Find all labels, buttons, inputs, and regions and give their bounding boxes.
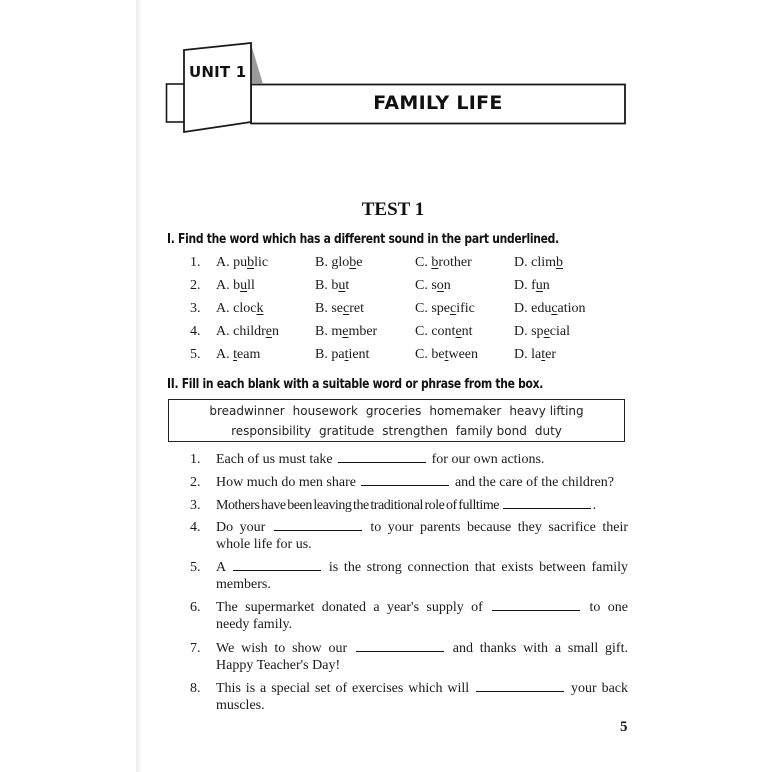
underlined-letters: u bbox=[338, 278, 346, 293]
answer-option-c: C. content bbox=[415, 324, 473, 339]
question-number: 2. bbox=[190, 475, 201, 490]
answer-option-b: B. member bbox=[315, 324, 378, 339]
word-box-item: family bond bbox=[455, 424, 527, 438]
header-panel-shadow bbox=[251, 44, 263, 84]
word-box-line-1 bbox=[169, 401, 624, 421]
test-title: TEST 1 bbox=[361, 199, 425, 220]
answer-option-c: C. between bbox=[415, 347, 478, 362]
word-box bbox=[168, 399, 625, 442]
question-number: 2. bbox=[190, 278, 201, 293]
answer-option-b: B. patient bbox=[315, 347, 370, 362]
underlined-letters: c bbox=[450, 301, 457, 316]
underlined-letters: b bbox=[431, 255, 439, 270]
question-text: We wish to show our and thanks with a small gift. Happy Teacher's Day! bbox=[216, 641, 628, 673]
underlined-letters: t bbox=[344, 347, 349, 362]
unit-header-graphic bbox=[0, 0, 772, 140]
question-number: 5. bbox=[190, 560, 201, 575]
answer-option-c: C. brother bbox=[415, 255, 472, 270]
underlined-letters: t bbox=[541, 347, 546, 362]
word-box-item: strengthen bbox=[382, 424, 448, 438]
question-number: 6. bbox=[190, 600, 201, 615]
underlined-letters: u bbox=[535, 278, 543, 293]
answer-option-d: D. special bbox=[514, 324, 570, 339]
answer-blank[interactable] bbox=[356, 640, 444, 652]
question-number: 3. bbox=[190, 301, 201, 316]
word-box-item: gratitude bbox=[319, 424, 375, 438]
answer-option-c: C. specific bbox=[415, 301, 475, 316]
question-number: 4. bbox=[190, 520, 201, 535]
answer-blank[interactable] bbox=[476, 680, 564, 692]
question-text: Mothers have been leaving the traditional role of fulltime . bbox=[216, 498, 596, 513]
underlined-letters: b bbox=[247, 255, 255, 270]
answer-blank[interactable] bbox=[274, 519, 362, 531]
underlined-letters: b bbox=[349, 255, 357, 270]
section-1-heading: I. Find the word which has a different sound in the part underlined. bbox=[167, 232, 559, 247]
question-text: This is a special set of exercises which will your back muscles. bbox=[216, 681, 629, 713]
answer-blank[interactable] bbox=[503, 497, 591, 509]
answer-blank[interactable] bbox=[492, 599, 580, 611]
question-number: 8. bbox=[190, 681, 201, 696]
word-box-item: heavy lifting bbox=[509, 404, 584, 418]
answer-option-b: B. secret bbox=[315, 301, 364, 316]
answer-option-b: B. but bbox=[315, 278, 350, 293]
underlined-letters: c bbox=[551, 301, 558, 316]
answer-blank[interactable] bbox=[361, 474, 449, 486]
question-number: 4. bbox=[190, 324, 201, 339]
answer-option-a: A. team bbox=[216, 347, 261, 362]
answer-option-a: A. bull bbox=[216, 278, 255, 293]
header-unit-panel bbox=[184, 43, 251, 132]
answer-option-a: A. clock bbox=[216, 301, 264, 316]
answer-option-c: C. son bbox=[415, 278, 451, 293]
underlined-letters: e bbox=[455, 324, 462, 339]
question-number: 1. bbox=[190, 255, 201, 270]
answer-option-d: D. fun bbox=[514, 278, 550, 293]
question-text: The supermarket donated a year's supply of to one needy family. bbox=[216, 600, 628, 632]
unit-label: UNIT 1 bbox=[189, 63, 247, 81]
answer-option-d: D. climb bbox=[514, 255, 563, 270]
section-2-heading: II. Fill in each blank with a suitable word or phrase from the box. bbox=[167, 377, 544, 392]
underlined-letters: e bbox=[265, 324, 272, 339]
word-box-item: groceries bbox=[365, 404, 422, 418]
underlined-letters: t bbox=[444, 347, 449, 362]
unit-title: FAMILY LIFE bbox=[373, 92, 503, 114]
underlined-letters: e bbox=[543, 324, 550, 339]
underlined-letters: o bbox=[436, 278, 444, 293]
question-text: How much do men share and the care of the children? bbox=[216, 475, 614, 490]
underlined-letters: e bbox=[342, 324, 349, 339]
question-text: Each of us must take for our own actions. bbox=[216, 452, 545, 467]
question-number: 1. bbox=[190, 452, 201, 467]
page-number: 5 bbox=[620, 719, 628, 735]
answer-blank[interactable] bbox=[338, 451, 426, 463]
underlined-letters: b bbox=[556, 255, 563, 270]
answer-option-d: D. later bbox=[514, 347, 556, 362]
question-number: 7. bbox=[190, 641, 201, 656]
underlined-letters: t bbox=[233, 347, 238, 362]
answer-option-d: D. education bbox=[514, 301, 586, 316]
answer-blank[interactable] bbox=[233, 559, 321, 571]
word-box-item: responsibility bbox=[231, 424, 311, 438]
word-box-line-2 bbox=[169, 421, 624, 441]
word-box-item: housework bbox=[292, 404, 358, 418]
question-number: 5. bbox=[190, 347, 201, 362]
underlined-letters: u bbox=[240, 278, 248, 293]
question-text: A is the strong connection that exists between family members. bbox=[216, 560, 628, 592]
word-box-item: breadwinner bbox=[209, 404, 285, 418]
word-box-item: duty bbox=[534, 424, 562, 438]
answer-option-a: A. public bbox=[216, 255, 269, 270]
answer-option-a: A. children bbox=[216, 324, 279, 339]
word-box-item: homemaker bbox=[429, 404, 502, 418]
question-number: 3. bbox=[190, 498, 201, 513]
underlined-letters: c bbox=[343, 301, 350, 316]
question-text: Do your to your parents because they sacrifice their whole life for us. bbox=[216, 520, 628, 552]
underlined-letters: k bbox=[256, 301, 264, 316]
answer-option-b: B. globe bbox=[315, 255, 363, 270]
